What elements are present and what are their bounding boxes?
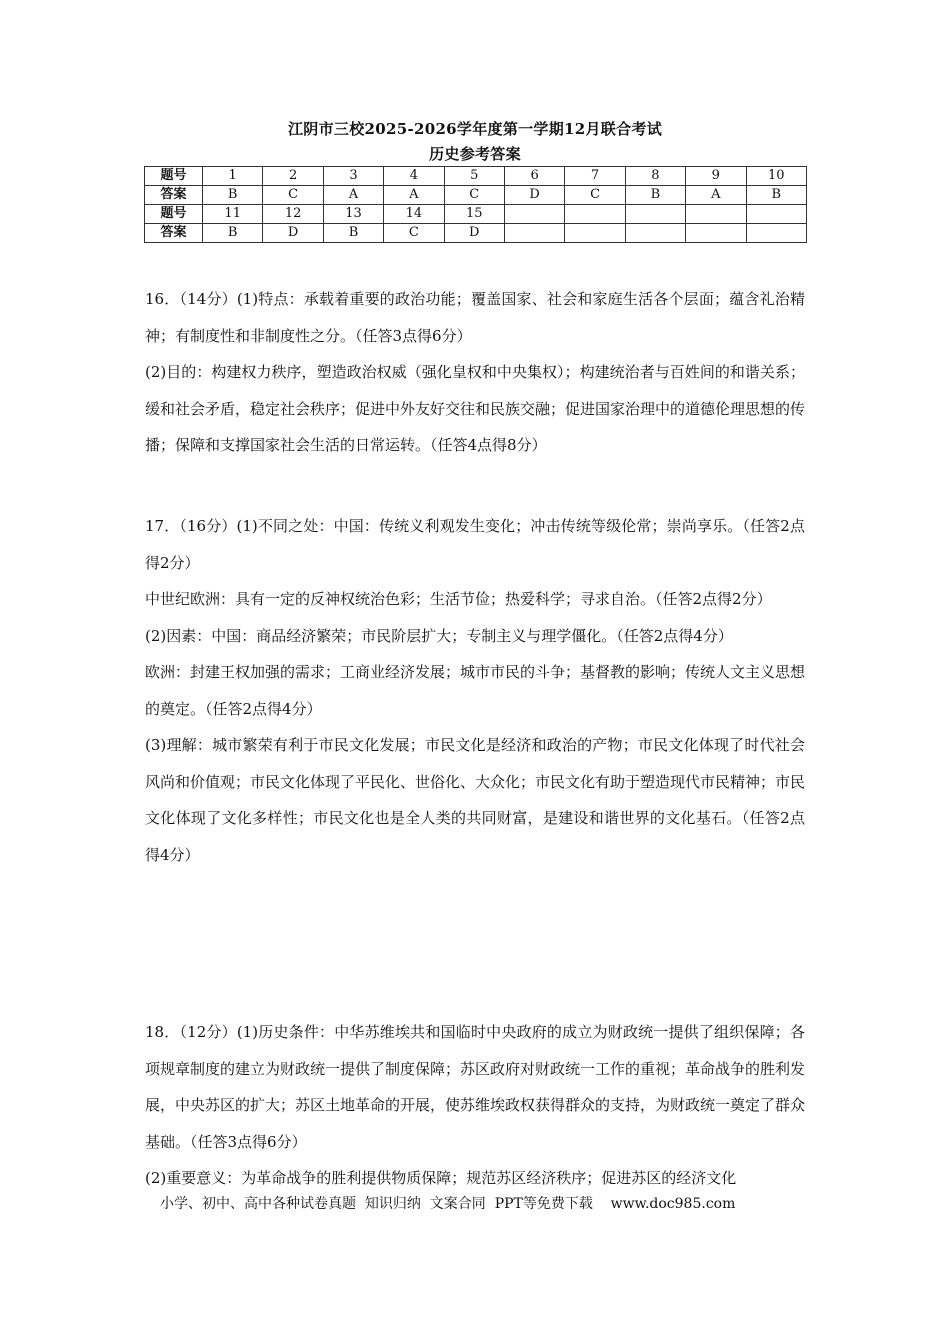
answer-paragraph: (2)因素：中国：商品经济繁荣；市民阶层扩大；专制主义与理学僵化。（任答2点得4分） <box>145 626 733 645</box>
row-label-answer: 答案 <box>145 186 203 205</box>
table-cell: A <box>384 186 444 205</box>
table-cell: A <box>686 186 746 205</box>
table-row <box>145 224 807 243</box>
table-cell: 11 <box>203 205 263 224</box>
table-cell: 15 <box>444 205 504 224</box>
table-cell: 10 <box>746 167 806 186</box>
answer-paragraph: 欧洲：封建王权加强的需求；工商业经济发展；城市市民的斗争；基督教的影响；传统人文主义思想的奠定。（任答2点得4分） <box>145 663 806 718</box>
table-row <box>145 186 807 205</box>
answer-table <box>144 166 807 243</box>
row-label-answer: 答案 <box>145 224 203 243</box>
table-cell <box>565 224 625 243</box>
table-cell: B <box>203 186 263 205</box>
table-cell: 4 <box>384 167 444 186</box>
question-17-answer <box>145 508 805 873</box>
table-cell <box>504 224 564 243</box>
table-row <box>145 167 807 186</box>
table-cell <box>504 205 564 224</box>
table-cell: 3 <box>323 167 383 186</box>
answer-paragraph: 16．（14分）(1)特点：承载着重要的政治功能；覆盖国家、社会和家庭生活各个层面；蕴含礼治精神；有制度性和非制度性之分。（任答3点得6分） <box>145 290 805 345</box>
table-cell <box>746 224 806 243</box>
answer-paragraph: 18．（12分）(1)历史条件：中华苏维埃共和国临时中央政府的成立为财政统一提供了组织保障；各项规章制度的建立为财政统一提供了制度保障；苏区政府对财政统一工作的重视；革命战争的胜利发展，中央苏区的扩大；苏区土地革命的开展，使苏维埃政权获得群众的支持，为财政统一奠定了群众基础。（任答3点得6分） <box>145 1023 806 1151</box>
table-cell: 13 <box>323 205 383 224</box>
table-cell: B <box>323 224 383 243</box>
answer-paragraph: (2)重要意义：为革命战争的胜利提供物质保障；规范苏区经济秩序；促进苏区的经济文化 <box>145 1169 737 1187</box>
row-label-number: 题号 <box>145 167 203 186</box>
answer-paragraph: 中世纪欧洲：具有一定的反神权统治色彩；生活节俭；热爱科学；寻求自治。（任答2点得2分） <box>145 590 772 608</box>
table-cell: 12 <box>263 205 323 224</box>
answer-paragraph: (2)目的：构建权力秩序，塑造政治权威（强化皇权和中央集权）；构建统治者与百姓间的和谐关系；缓和社会矛盾，稳定社会秩序；促进中外友好交往和民族交融；促进国家治理中的道德伦理思想的传播；保障和支撑国家社会生活的日常运转。（任答4点得8分） <box>145 363 806 454</box>
footer-text: 小学、初中、高中各种试卷真题 知识归纳 文案合同 PPT等免费下载 www.doc985.com <box>160 1196 736 1212</box>
table-cell: 8 <box>625 167 685 186</box>
table-row <box>145 205 807 224</box>
table-cell: B <box>203 224 263 243</box>
table-cell <box>625 205 685 224</box>
page-title: 江阴市三校2025-2026学年度第一学期12月联合考试 <box>288 120 662 138</box>
table-cell <box>625 224 685 243</box>
table-cell: B <box>625 186 685 205</box>
table-cell: C <box>565 186 625 205</box>
table-cell: C <box>263 186 323 205</box>
table-cell: 6 <box>504 167 564 186</box>
table-cell: 14 <box>384 205 444 224</box>
table-cell: A <box>323 186 383 205</box>
table-cell: D <box>263 224 323 243</box>
table-cell: C <box>384 224 444 243</box>
row-label-number: 题号 <box>145 205 203 224</box>
table-cell <box>565 205 625 224</box>
table-cell: B <box>746 186 806 205</box>
table-cell: C <box>444 186 504 205</box>
table-cell <box>746 205 806 224</box>
question-18-answer <box>145 1014 805 1197</box>
table-cell: D <box>444 224 504 243</box>
table-cell: 1 <box>203 167 263 186</box>
table-cell: 9 <box>686 167 746 186</box>
table-cell <box>686 224 746 243</box>
question-16-answer <box>145 281 805 464</box>
table-cell: D <box>504 186 564 205</box>
answer-paragraph: (3)理解：城市繁荣有利于市民文化发展；市民文化是经济和政治的产物；市民文化体现了时代社会风尚和价值观；市民文化体现了平民化、世俗化、大众化；市民文化有助于塑造现代市民精神；市民文化体现了文化多样性；市民文化也是全人类的共同财富，是建设和谐世界的文化基石。（任答2点得4分） <box>145 736 806 864</box>
answer-paragraph: 17．（16分）(1)不同之处：中国：传统义利观发生变化；冲击传统等级伦常；崇尚享乐。（任答2点得2分） <box>145 517 805 572</box>
table-cell: 5 <box>444 167 504 186</box>
table-cell: 2 <box>263 167 323 186</box>
table-cell: 7 <box>565 167 625 186</box>
table-cell <box>686 205 746 224</box>
page-subtitle: 历史参考答案 <box>429 145 521 163</box>
